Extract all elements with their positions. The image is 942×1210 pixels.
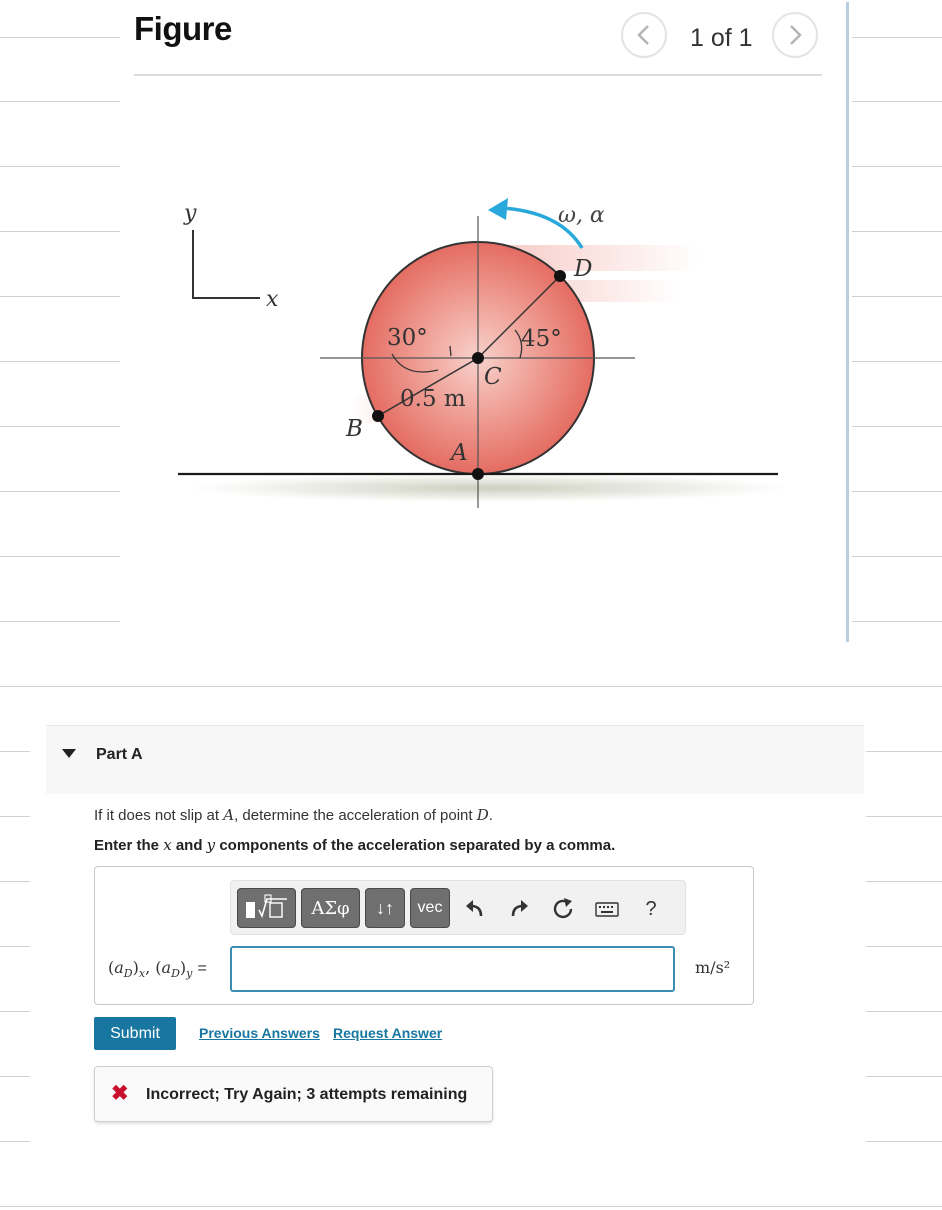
figure-pager: 1 of 1 [690,24,753,52]
reset-button[interactable] [549,895,577,923]
redo-icon [509,900,529,918]
math-var-d: D [476,806,489,824]
page-rule [0,1206,942,1207]
label-b: B [346,416,363,442]
reset-icon [552,898,574,920]
part-title: Part A [96,746,143,763]
omega-alpha-label: ω, α [558,203,605,228]
page-rule [0,491,120,492]
page-rule [0,881,30,882]
page-rule [866,1011,942,1012]
point-c [472,352,484,364]
page-rule [852,621,942,622]
previous-figure-button[interactable] [621,12,667,58]
page-rule [852,231,942,232]
math-var-a: A [223,806,235,824]
chevron-left-icon [635,24,653,46]
instruction-text-part: and [171,837,207,854]
part-a-header[interactable] [46,725,864,794]
question-text-part: . [488,807,493,824]
page-rule [866,881,942,882]
feedback-box [94,1066,493,1122]
page-rule [0,751,30,752]
page-rule [0,1076,30,1077]
answer-input[interactable] [230,946,675,992]
rotation-arrowhead [488,198,508,220]
vector-button[interactable]: vec [410,888,450,928]
page-rule [0,296,120,297]
ground-shadow [190,474,790,502]
feedback-message: Incorrect; Try Again; 3 attempts remaining [146,1086,468,1103]
figure-divider [134,74,822,76]
page-rule [0,361,120,362]
page-rule [866,1141,942,1142]
page-rule [852,296,942,297]
figure-title: Figure [134,10,232,47]
page-rule [852,37,942,38]
redo-button[interactable] [505,895,533,923]
math-var-x: x [163,836,172,854]
scrollbar[interactable] [846,2,849,642]
page-rule [852,166,942,167]
question-text [94,806,493,824]
page-rule [866,946,942,947]
page-rule [852,491,942,492]
point-d [554,270,566,282]
page-rule [0,686,942,687]
chevron-right-icon [786,24,804,46]
page-rule [0,1011,30,1012]
caret-down-icon[interactable] [62,749,76,758]
help-button[interactable]: ? [645,897,657,920]
page-rule [866,1076,942,1077]
page-rule [852,556,942,557]
instruction-text-part: Enter the [94,837,164,854]
page-rule [866,816,942,817]
coordinate-axes [183,201,279,312]
wheel-diagram [170,190,790,520]
page-rule [0,166,120,167]
page-rule [0,101,120,102]
label-c: C [484,364,502,390]
page-rule [0,1141,30,1142]
answer-label: $(a_D)_x$, $(a_D)_y$ = [108,958,207,981]
keyboard-button[interactable] [593,895,621,923]
symbols-button[interactable]: ΑΣφ [301,888,360,928]
units-label: m/s² [695,958,731,977]
radius-label: 0.5 m [400,386,466,412]
page-rule [0,556,120,557]
x-axis-label: x [266,287,279,312]
templates-button[interactable] [237,888,296,928]
request-answer-link[interactable]: Request Answer [333,1025,443,1041]
answer-box [94,866,754,1005]
angle-30-label: 30° [387,325,428,351]
page-rule [852,361,942,362]
page-rule [0,816,30,817]
math-toolbar [230,880,686,935]
page-rule [0,37,120,38]
question-text-part: , determine the acceleration of point [234,807,477,824]
next-figure-button[interactable] [772,12,818,58]
question-text-part: If it does not slip at [94,807,224,824]
label-d: D [574,256,593,282]
error-x-icon: ✖ [111,1082,129,1105]
math-var-y: y [206,836,216,854]
instruction-text [94,836,615,854]
angle-45-label: 45° [521,326,562,352]
point-a [472,468,484,480]
page-rule [0,426,120,427]
templates-icon [243,894,291,922]
submit-button[interactable]: Submit [94,1017,176,1050]
page-rule [0,946,30,947]
point-b [372,410,384,422]
undo-icon [465,900,485,918]
instruction-text-part: components of the acceleration separated by a comma. [215,837,616,854]
page-rule [866,751,942,752]
page-rule [852,426,942,427]
previous-answers-link[interactable]: Previous Answers [199,1025,320,1041]
page-rule [0,621,120,622]
keyboard-icon [595,901,619,917]
label-a: A [451,440,468,466]
y-axis-label: y [184,201,197,226]
undo-button[interactable] [461,895,489,923]
subscript-superscript-button[interactable]: ↓↑ [365,888,405,928]
page-rule [0,231,120,232]
page-rule [852,101,942,102]
